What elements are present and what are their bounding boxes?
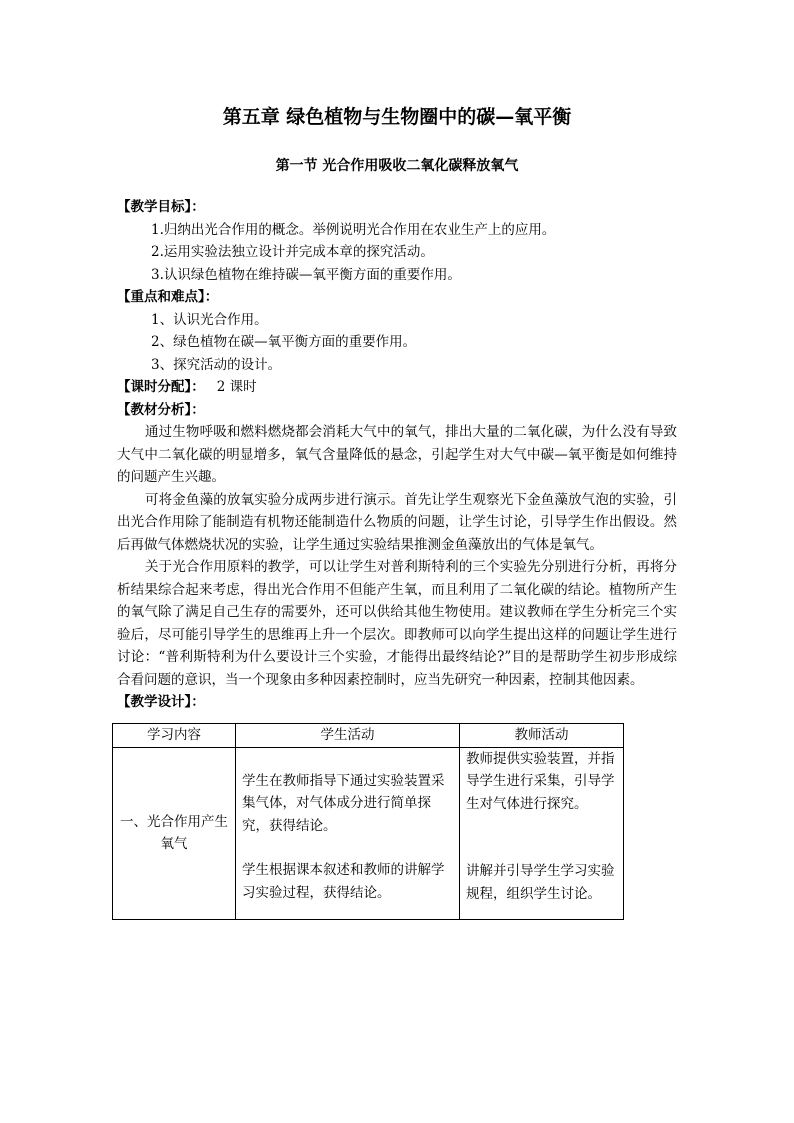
table-header-student: 学生活动: [236, 724, 460, 748]
keypoint-item: 3、探究活动的设计。: [151, 356, 282, 373]
keypoints-heading: 【重点和难点】：: [117, 289, 219, 305]
design-heading: 【教学设计】：: [117, 694, 205, 710]
student-activity-2: 学生根据课本叙述和教师的讲解学习实验过程，获得结论。: [242, 862, 445, 901]
row-content-cell: 一、光合作用产生氧气: [113, 747, 236, 919]
teacher-activity-2: 讲解并引导学生学习实验规程，组织学生讨论。: [466, 863, 615, 902]
keypoint-item: 2、绿色植物在碳—氧平衡方面的重要作用。: [151, 334, 417, 350]
lesson-content: [117, 196, 677, 714]
teaching-design-table: [112, 723, 624, 920]
row-student-cell: [236, 747, 460, 919]
student-activity-1: 学生在教师指导下通过实验装置采集气体，对气体成分进行简单探究，获得结论。: [242, 772, 445, 834]
table-header-content: 学习内容: [113, 724, 236, 748]
hours-value: 2 课时: [216, 379, 257, 395]
objective-item: 2.运用实验法独立设计并完成本章的探究活动。: [151, 244, 434, 260]
table-header-row: [113, 724, 624, 748]
analysis-heading: 【教材分析】：: [117, 401, 205, 418]
section-subtitle: 第一节 光合作用吸收二氧化碳释放氧气: [275, 158, 519, 174]
table-row: [113, 747, 624, 919]
objective-item: 3.认识绿色植物在维持碳—氧平衡方面的重要作用。: [151, 266, 461, 283]
teacher-activity-1: 教师提供实验装置，并指导学生进行采集，引导学生对气体进行探究。: [466, 750, 615, 812]
objectives-heading: 【教学目标】：: [117, 199, 205, 215]
objective-item: 1.归纳出光合作用的概念。举例说明光合作用在农业生产上的应用。: [151, 221, 556, 238]
analysis-paragraph: 关于光合作用原料的教学，可以让学生对普利斯特利的三个实验先分别进行分析，再将分析结果综合起来考虑，得出光合作用不但能产生氧，而且利用了二氧化碳的结论。植物所产生的氧气除了满足自己生存的需要外，还可以供给其他生物使用。建议教师在学生分析完三个实验后，尽可能引导学生的思维再上升一个层次。即教师可以向学生提出这样的问题让学生进行讨论：“普利斯特利为什么要设计三个实验，才能得出最终结论?”目的是帮助学生初步形成综合看问题的意识，当一个现象由多种因素控制时，应当先研究一种因素，控制其他因素。: [117, 559, 677, 688]
analysis-paragraph: 通过生物呼吸和燃料燃烧都会消耗大气中的氧气，排出大量的二氧化碳，为什么没有导致大气中二氧化碳的明显增多，氧气含量降低的悬念，引起学生对大气中碳—氧平衡是如何维持的问题产生兴趣。: [117, 424, 677, 485]
row-teacher-cell: [460, 747, 624, 919]
analysis-paragraph: 可将金鱼藻的放氧实验分成两步进行演示。首先让学生观察光下金鱼藻放气泡的实验，引出光合作用除了能制造有机物还能制造什么物质的问题，让学生讨论，引导学生作出假设。然后再做气体燃烧状况的实验，让学生通过实验结果推测金鱼藻放出的气体是氧气。: [117, 491, 677, 553]
chapter-title: 第五章 绿色植物与生物圈中的碳—氧平衡: [222, 106, 572, 128]
table-header-teacher: 教师活动: [460, 724, 624, 748]
hours-line: [117, 376, 677, 399]
hours-heading: 【课时分配】：: [117, 379, 205, 395]
keypoint-item: 1、认识光合作用。: [151, 311, 268, 328]
